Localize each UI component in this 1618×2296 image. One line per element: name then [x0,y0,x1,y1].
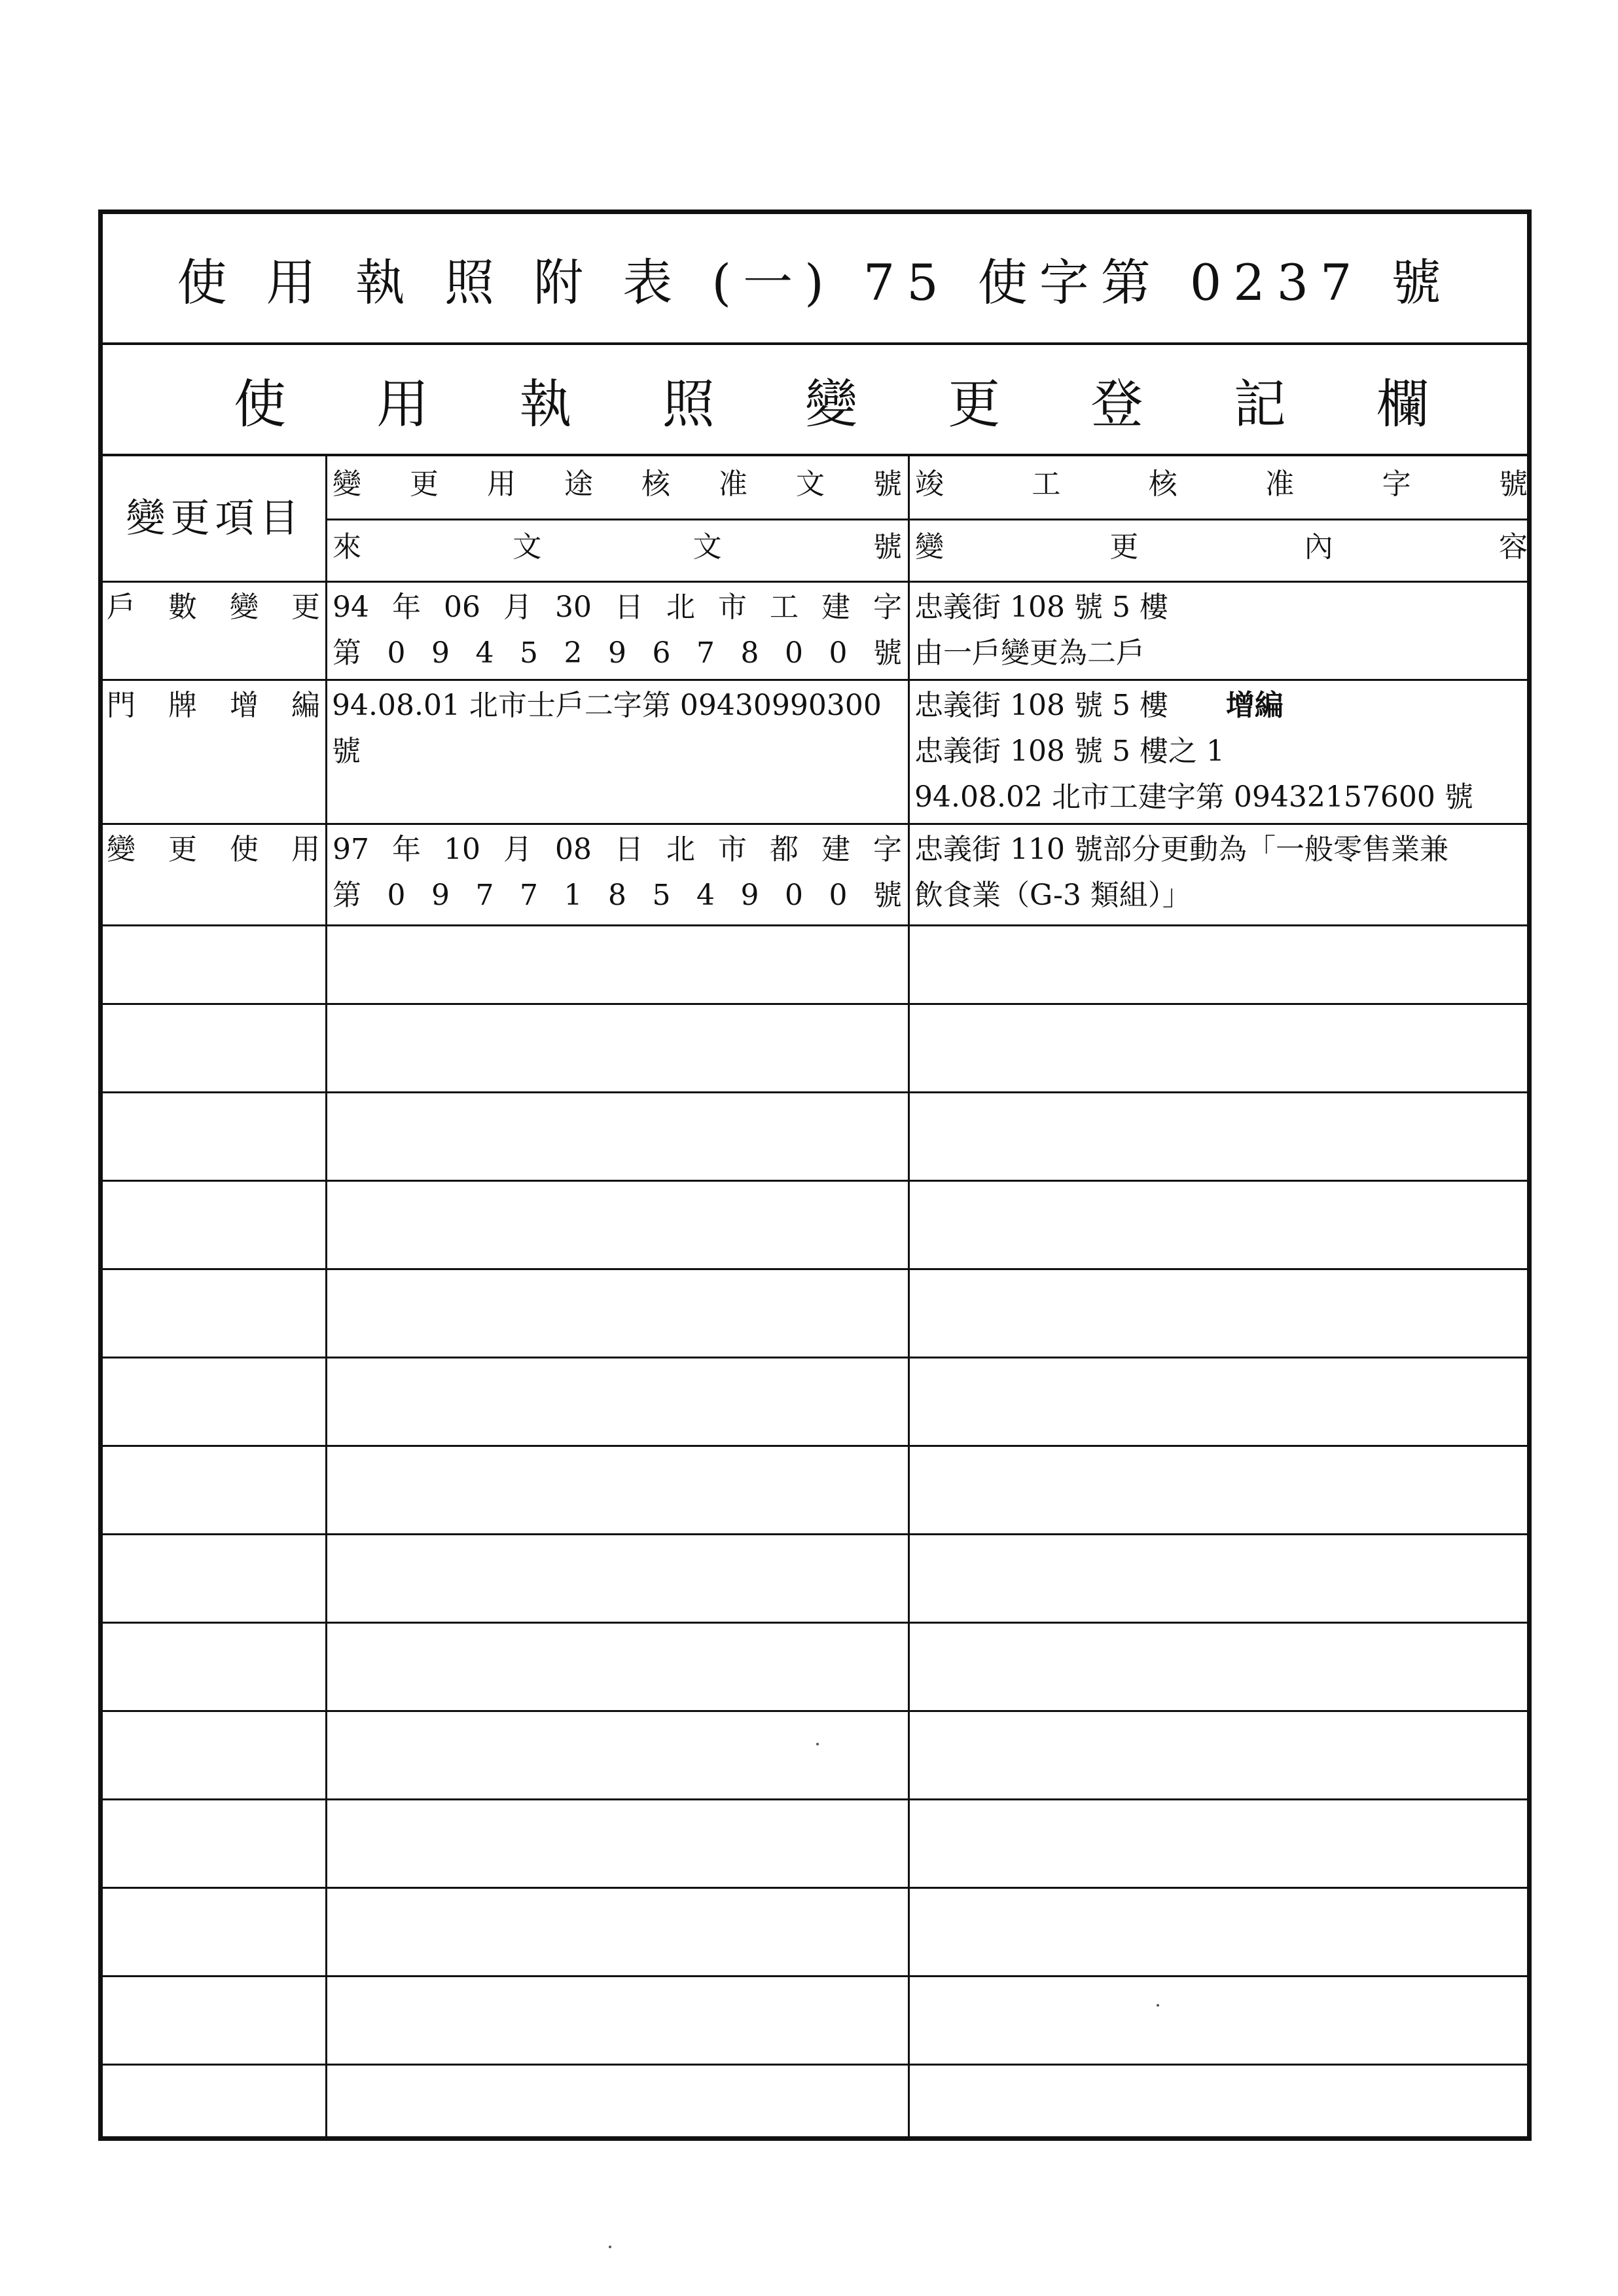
row3-doc-line2: 第 0 9 7 7 1 8 5 4 9 0 0 號 [333,879,902,912]
row-divider [103,679,1527,681]
header-change-content: 變 更 內 容 [915,530,1528,564]
heading-char: 照 [662,373,715,435]
heading-char: 變 [805,373,857,435]
row-divider [103,1357,1527,1358]
heading-char: 執 [519,373,572,435]
row3-content-line1: 忠義街 110 號部分更動為「一般零售業兼 [914,833,1448,866]
header-change-item: 變更項目 [126,496,304,541]
scan-speck [1157,2004,1159,2007]
row-divider [103,1003,1527,1005]
row2-content-line1: 忠義街 108 號 5 樓 增編 [914,689,1284,722]
row-divider [103,1445,1527,1447]
row-divider [103,924,1527,926]
form-frame [98,210,1532,2141]
row1-content-line1: 忠義街 108 號 5 樓 [914,591,1168,624]
row1-doc-line1: 94 年 06 月 30 日 北 市 工 建 字 [333,591,902,624]
heading-char: 欄 [1376,373,1429,435]
row3-doc-line1: 97 年 10 月 08 日 北 市 都 建 字 [333,833,902,866]
column-divider [908,456,910,2136]
row2-item: 門 牌 增 編 [107,689,320,722]
row-divider [103,1710,1527,1712]
heading-char: 用 [376,373,429,435]
added-number-label: 增編 [1225,689,1284,722]
header-incoming-doc: 來 文 文 號 [333,530,902,564]
row-divider [103,581,1527,583]
row-divider [103,1180,1527,1182]
row-divider [103,1798,1527,1800]
row2-doc-line1: 94.08.01 北市士戶二字第 09430990300 [332,689,882,722]
row-divider [103,823,1527,825]
heading-char: 使 [234,373,286,435]
row1-item: 戶 數 變 更 [107,591,320,624]
row2-content-line3: 94.08.02 北市工建字第 09432157600 號 [914,780,1473,814]
row-divider [103,1622,1527,1624]
heading-char: 更 [948,373,1001,435]
change-record-table [103,456,1527,2136]
row-divider [103,1975,1527,1977]
header-completion-no: 竣 工 核 准 字 號 [915,467,1528,501]
heading-char: 記 [1233,373,1286,435]
row-divider [103,1268,1527,1270]
row1-content-line2: 由一戶變更為二戶 [914,636,1145,670]
header-approval-doc: 變 更 用 途 核 准 文 號 [333,467,902,501]
row3-content-line2: 飲食業（G-3 類組）」 [914,879,1191,912]
section-heading [103,345,1527,456]
row3-item: 變 更 使 用 [107,833,320,866]
row2-content-line2: 忠義街 108 號 5 樓之 1 [914,735,1225,768]
heading-char: 登 [1090,373,1143,435]
row-divider [327,519,1527,520]
column-divider [325,456,327,2136]
scan-speck [816,1743,819,1745]
row2-doc-line2: 號 [332,735,361,768]
scan-speck [609,2246,611,2248]
row-divider [103,1887,1527,1889]
row-divider [103,2064,1527,2066]
row-divider [103,1533,1527,1535]
row1-doc-line2: 第 0 9 4 5 2 9 6 7 8 0 0 號 [333,636,902,670]
document-title: 使 用 執 照 附 表 (一) 75 使字第 0237 號 [103,214,1527,345]
row-divider [103,1091,1527,1093]
